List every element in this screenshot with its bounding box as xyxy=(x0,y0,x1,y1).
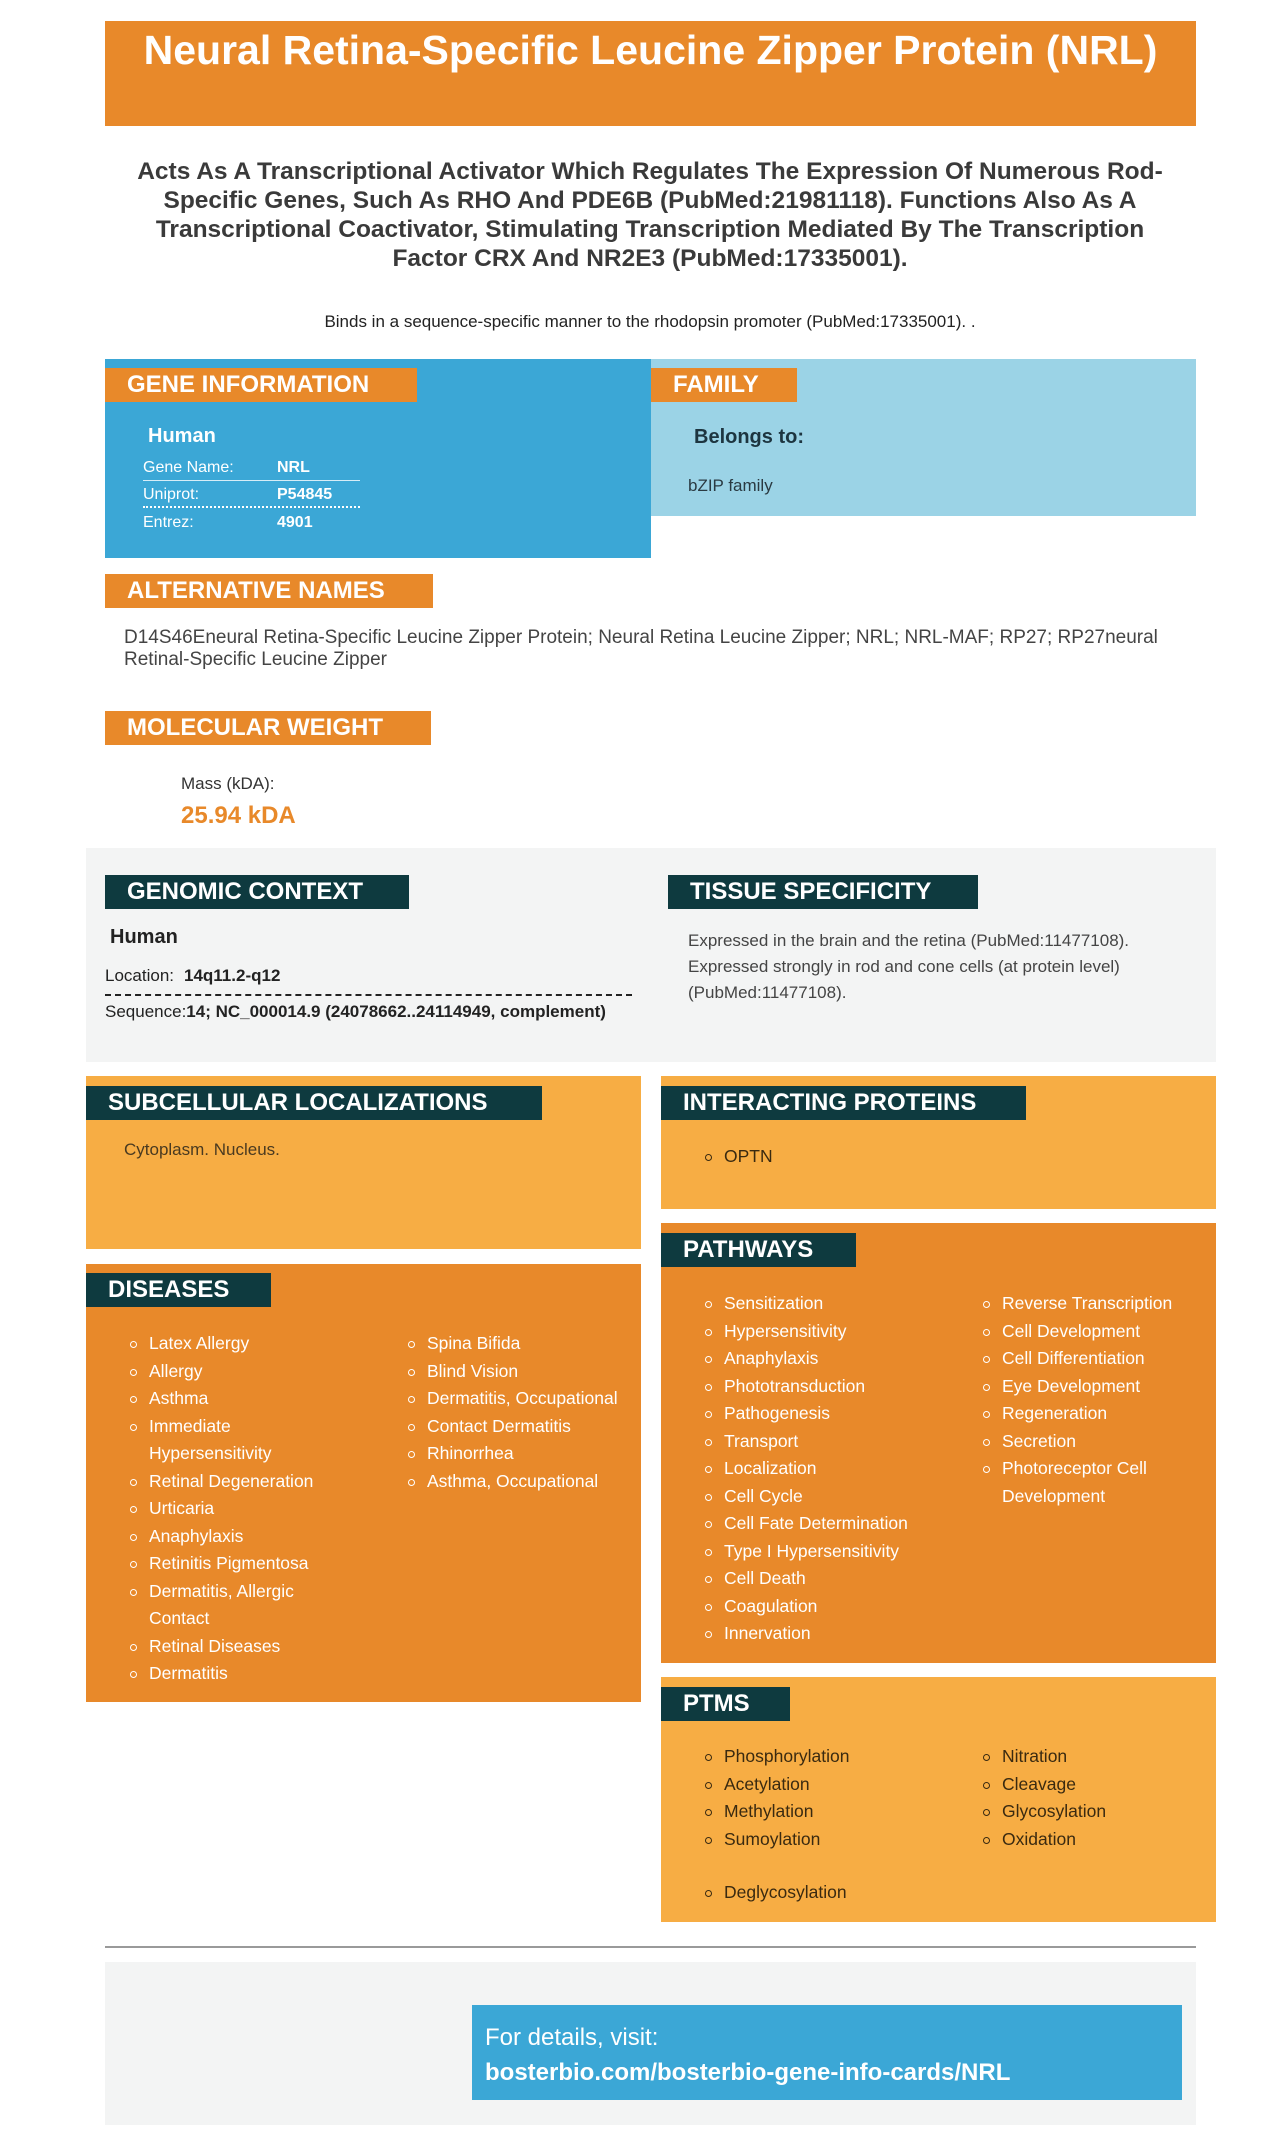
list-item: Immediate Hypersensitivity xyxy=(127,1413,357,1468)
family-value: bZIP family xyxy=(688,476,773,495)
list-item: Blind Vision xyxy=(405,1358,635,1386)
list-item: Asthma, Occupational xyxy=(405,1468,635,1496)
family-belongs-label: Belongs to: xyxy=(694,426,804,448)
interacting-list xyxy=(702,1143,773,1171)
tissue-specificity-heading: TISSUE SPECIFICITY xyxy=(668,875,978,909)
location-label: Location: xyxy=(105,966,174,985)
sequence-label: Sequence: xyxy=(105,1002,187,1021)
entrez-label: Entrez: xyxy=(143,514,194,531)
family-heading: FAMILY xyxy=(651,368,797,402)
footer-divider xyxy=(105,1946,1196,1948)
list-item: Cell Cycle xyxy=(702,1483,962,1511)
list-item: Anaphylaxis xyxy=(127,1523,357,1551)
list-item: Photoreceptor Cell Development xyxy=(980,1455,1205,1510)
ptms-list-3 xyxy=(702,1879,952,1907)
genomic-context-heading: GENOMIC CONTEXT xyxy=(105,875,409,909)
gene-name-row xyxy=(143,455,360,481)
ptms-list-1 xyxy=(702,1743,952,1853)
list-item: Allergy xyxy=(127,1358,357,1386)
list-item: Dermatitis xyxy=(127,1660,357,1688)
tissue-specificity-text: Expressed in the brain and the retina (PubMed:11477108). Expressed strongly in rod and cone cells (at protein level) (PubMed:11477108). xyxy=(688,931,1130,1002)
list-item: Cell Fate Determination xyxy=(702,1510,962,1538)
uniprot-label: Uniprot: xyxy=(143,486,200,503)
genomic-organism: Human xyxy=(110,926,178,948)
entrez-value[interactable]: 4901 xyxy=(277,514,313,531)
list-item: Type I Hypersensitivity xyxy=(702,1538,962,1566)
alternative-names-text: D14S46Eneural Retina-Specific Leucine Zipper Protein; Neural Retina Leucine Zipper; NRL; NRL-MAF; RP27; RP27neural Retinal-Specific Leucine Zipper xyxy=(124,627,1158,670)
list-item: Asthma xyxy=(127,1385,357,1413)
list-item: Deglycosylation xyxy=(702,1879,952,1907)
uniprot-value[interactable]: P54845 xyxy=(277,486,333,503)
list-item: Phototransduction xyxy=(702,1373,962,1401)
details-link[interactable]: bosterbio.com/bosterbio-gene-info-cards/NRL xyxy=(485,2059,1011,2086)
entrez-row xyxy=(143,510,360,536)
function-summary: Acts As A Transcriptional Activator Which Regulates The Expression Of Numerous Rod-Specific Genes, Such As RHO And PDE6B (PubMed:21981118). Functions Also As A Transcriptional Coactivator, Stimulating Transcription Mediated By The Transcription Factor CRX And NR2E3 (PubMed:17335001). xyxy=(137,158,1163,272)
location-value: 14q11.2-q12 xyxy=(184,966,281,985)
location-row xyxy=(105,966,280,986)
pathways-list-2 xyxy=(980,1290,1205,1510)
uniprot-row xyxy=(143,482,360,508)
list-item: Sensitization xyxy=(702,1290,962,1318)
details-label: For details, visit: xyxy=(485,2024,659,2051)
list-item: Cell Death xyxy=(702,1565,962,1593)
binding-note: Binds in a sequence-specific manner to the rhodopsin promoter (PubMed:17335001). . xyxy=(324,312,976,331)
list-item: Cleavage xyxy=(980,1771,1205,1799)
diseases-heading: DISEASES xyxy=(86,1273,271,1307)
list-item: Reverse Transcription xyxy=(980,1290,1205,1318)
list-item: Methylation xyxy=(702,1798,952,1826)
list-item: Glycosylation xyxy=(980,1798,1205,1826)
list-item: Coagulation xyxy=(702,1593,962,1621)
sequence-row xyxy=(105,1002,606,1022)
list-item: Localization xyxy=(702,1455,962,1483)
list-item: Retinal Diseases xyxy=(127,1633,357,1661)
list-item: Phosphorylation xyxy=(702,1743,952,1771)
mass-value: 25.94 kDA xyxy=(181,802,296,829)
list-item: Spina Bifida xyxy=(405,1330,635,1358)
list-item: Dermatitis, Occupational xyxy=(405,1385,635,1413)
list-item: Anaphylaxis xyxy=(702,1345,962,1373)
list-item: Acetylation xyxy=(702,1771,952,1799)
list-item: Secretion xyxy=(980,1428,1205,1456)
diseases-list-1 xyxy=(127,1330,357,1688)
sequence-value: 14; NC_000014.9 (24078662..24114949, complement) xyxy=(186,1002,606,1021)
interacting-heading: INTERACTING PROTEINS xyxy=(661,1086,1026,1120)
pathways-list-1 xyxy=(702,1290,962,1648)
page-title: Neural Retina-Specific Leucine Zipper Protein (NRL) xyxy=(105,21,1196,126)
details-link-box[interactable] xyxy=(472,2005,1182,2100)
list-item: Sumoylation xyxy=(702,1826,952,1854)
pathways-heading: PATHWAYS xyxy=(661,1233,856,1267)
ptms-list-2 xyxy=(980,1743,1205,1853)
list-item: Contact Dermatitis xyxy=(405,1413,635,1441)
list-item: Hypersensitivity xyxy=(702,1318,962,1346)
list-item: Cell Development xyxy=(980,1318,1205,1346)
ptms-heading: PTMS xyxy=(661,1687,790,1721)
subcellular-heading: SUBCELLULAR LOCALIZATIONS xyxy=(86,1086,542,1120)
list-item: Oxidation xyxy=(980,1826,1205,1854)
list-item: Urticaria xyxy=(127,1495,357,1523)
list-item: Regeneration xyxy=(980,1400,1205,1428)
list-item: Latex Allergy xyxy=(127,1330,357,1358)
list-item: Innervation xyxy=(702,1620,962,1648)
gene-organism: Human xyxy=(148,425,216,447)
list-item: Retinitis Pigmentosa xyxy=(127,1550,357,1578)
list-item: Cell Differentiation xyxy=(980,1345,1205,1373)
subcellular-text: Cytoplasm. Nucleus. xyxy=(124,1140,280,1159)
list-item: Rhinorrhea xyxy=(405,1440,635,1468)
list-item: OPTN xyxy=(702,1143,773,1171)
list-item: Pathogenesis xyxy=(702,1400,962,1428)
gene-information-heading: GENE INFORMATION xyxy=(105,368,417,402)
list-item: Transport xyxy=(702,1428,962,1456)
location-divider xyxy=(105,994,632,996)
list-item: Retinal Degeneration xyxy=(127,1468,357,1496)
list-item: Eye Development xyxy=(980,1373,1205,1401)
list-item: Dermatitis, Allergic Contact xyxy=(127,1578,357,1633)
alternative-names-heading: ALTERNATIVE NAMES xyxy=(105,574,433,608)
gene-name-label: Gene Name: xyxy=(143,459,234,476)
diseases-list-2 xyxy=(405,1330,635,1495)
gene-name-value: NRL xyxy=(277,459,310,476)
mass-label: Mass (kDA): xyxy=(181,774,275,793)
molecular-weight-heading: MOLECULAR WEIGHT xyxy=(105,711,431,745)
list-item: Nitration xyxy=(980,1743,1205,1771)
